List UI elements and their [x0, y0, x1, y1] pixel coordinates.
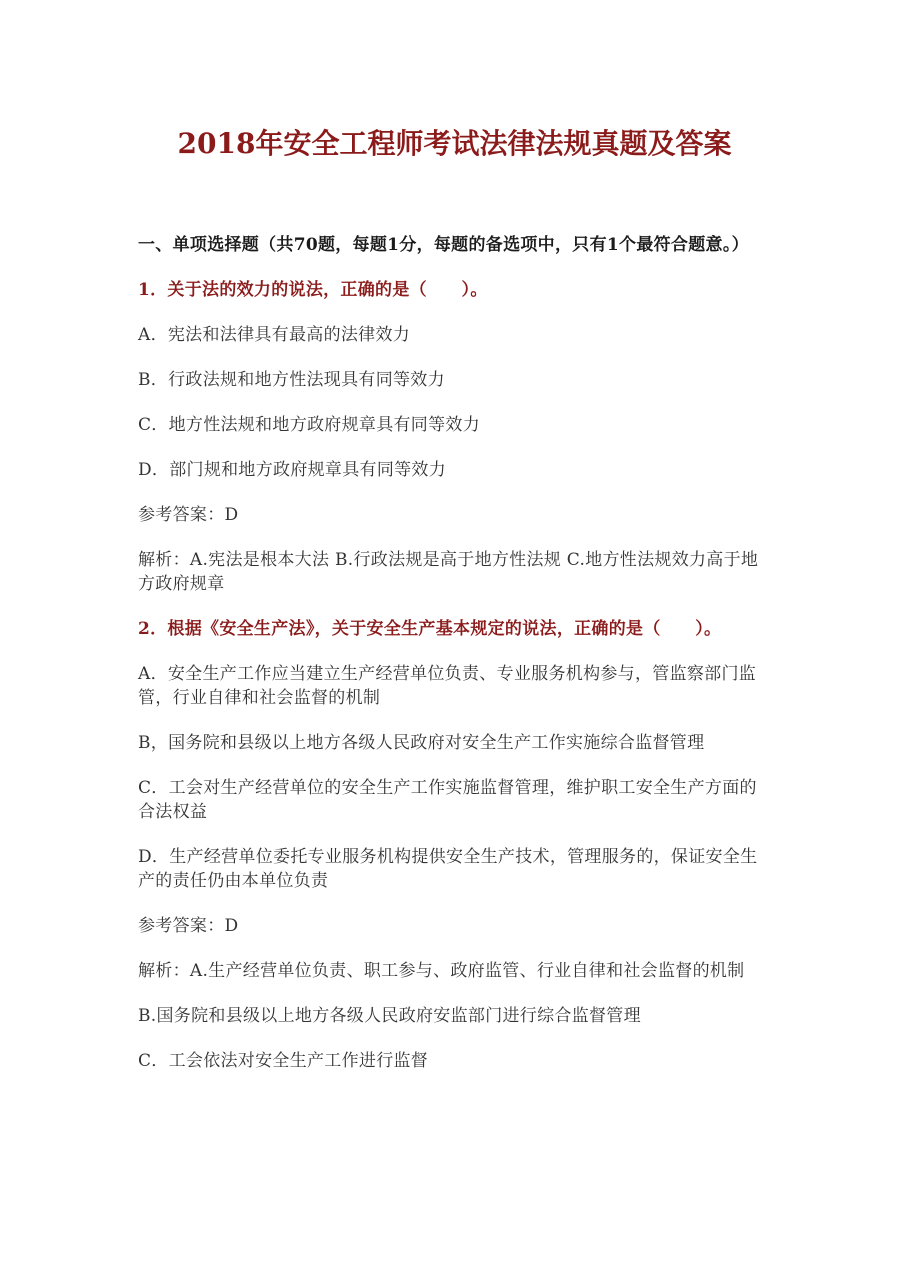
- question-2-analysis-c: C．工会依法对安全生产工作进行监督: [138, 1051, 429, 1071]
- question-1-option-a: A．宪法和法律具有最高的法律效力: [138, 325, 411, 345]
- question-1-option-c: C．地方性法规和地方政府规章具有同等效力: [138, 415, 481, 435]
- question-2-option-d: D．生产经营单位委托专业服务机构提供安全生产技术，管理服务的，保证安全生产的责任仍由本单位负责: [138, 847, 758, 891]
- question-1-analysis: 解析：A.宪法是根本大法 B.行政法规是高于地方性法规 C.地方性法规效力高于地方政府规章: [138, 550, 759, 594]
- question-1-option-b: B．行政法规和地方性法现具有同等效力: [138, 370, 445, 390]
- question-2-stem: 2．根据《安全生产法》，关于安全生产基本规定的说法，正确的是（ ）。: [138, 619, 722, 639]
- question-2-analysis-a: 解析：A.生产经营单位负责、职工参与、政府监管、行业自律和社会监督的机制: [138, 961, 745, 981]
- question-2-option-b: B，国务院和县级以上地方各级人民政府对安全生产工作实施综合监督管理: [138, 733, 705, 753]
- document-body: [138, 233, 774, 1094]
- document-title: 2018年安全工程师考试法律法规真题及答案: [177, 127, 732, 160]
- question-2-answer: 参考答案：D: [138, 916, 239, 936]
- question-1-stem: 1．关于法的效力的说法，正确的是（ ）。: [138, 280, 488, 300]
- question-1-option-d: D．部门规和地方政府规章具有同等效力: [138, 460, 447, 480]
- section-heading: 一、单项选择题（共70题，每题1分，每题的备选项中，只有1个最符合题意。）: [138, 235, 749, 255]
- question-2-analysis-b: B.国务院和县级以上地方各级人民政府安监部门进行综合监督管理: [138, 1006, 641, 1026]
- question-1-answer: 参考答案：D: [138, 505, 239, 525]
- question-2-option-a: A．安全生产工作应当建立生产经营单位负责、专业服务机构参与，管监察部门监管，行业自律和社会监督的机制: [138, 664, 757, 708]
- question-2-option-c: C．工会对生产经营单位的安全生产工作实施监督管理，维护职工安全生产方面的合法权益: [138, 778, 757, 822]
